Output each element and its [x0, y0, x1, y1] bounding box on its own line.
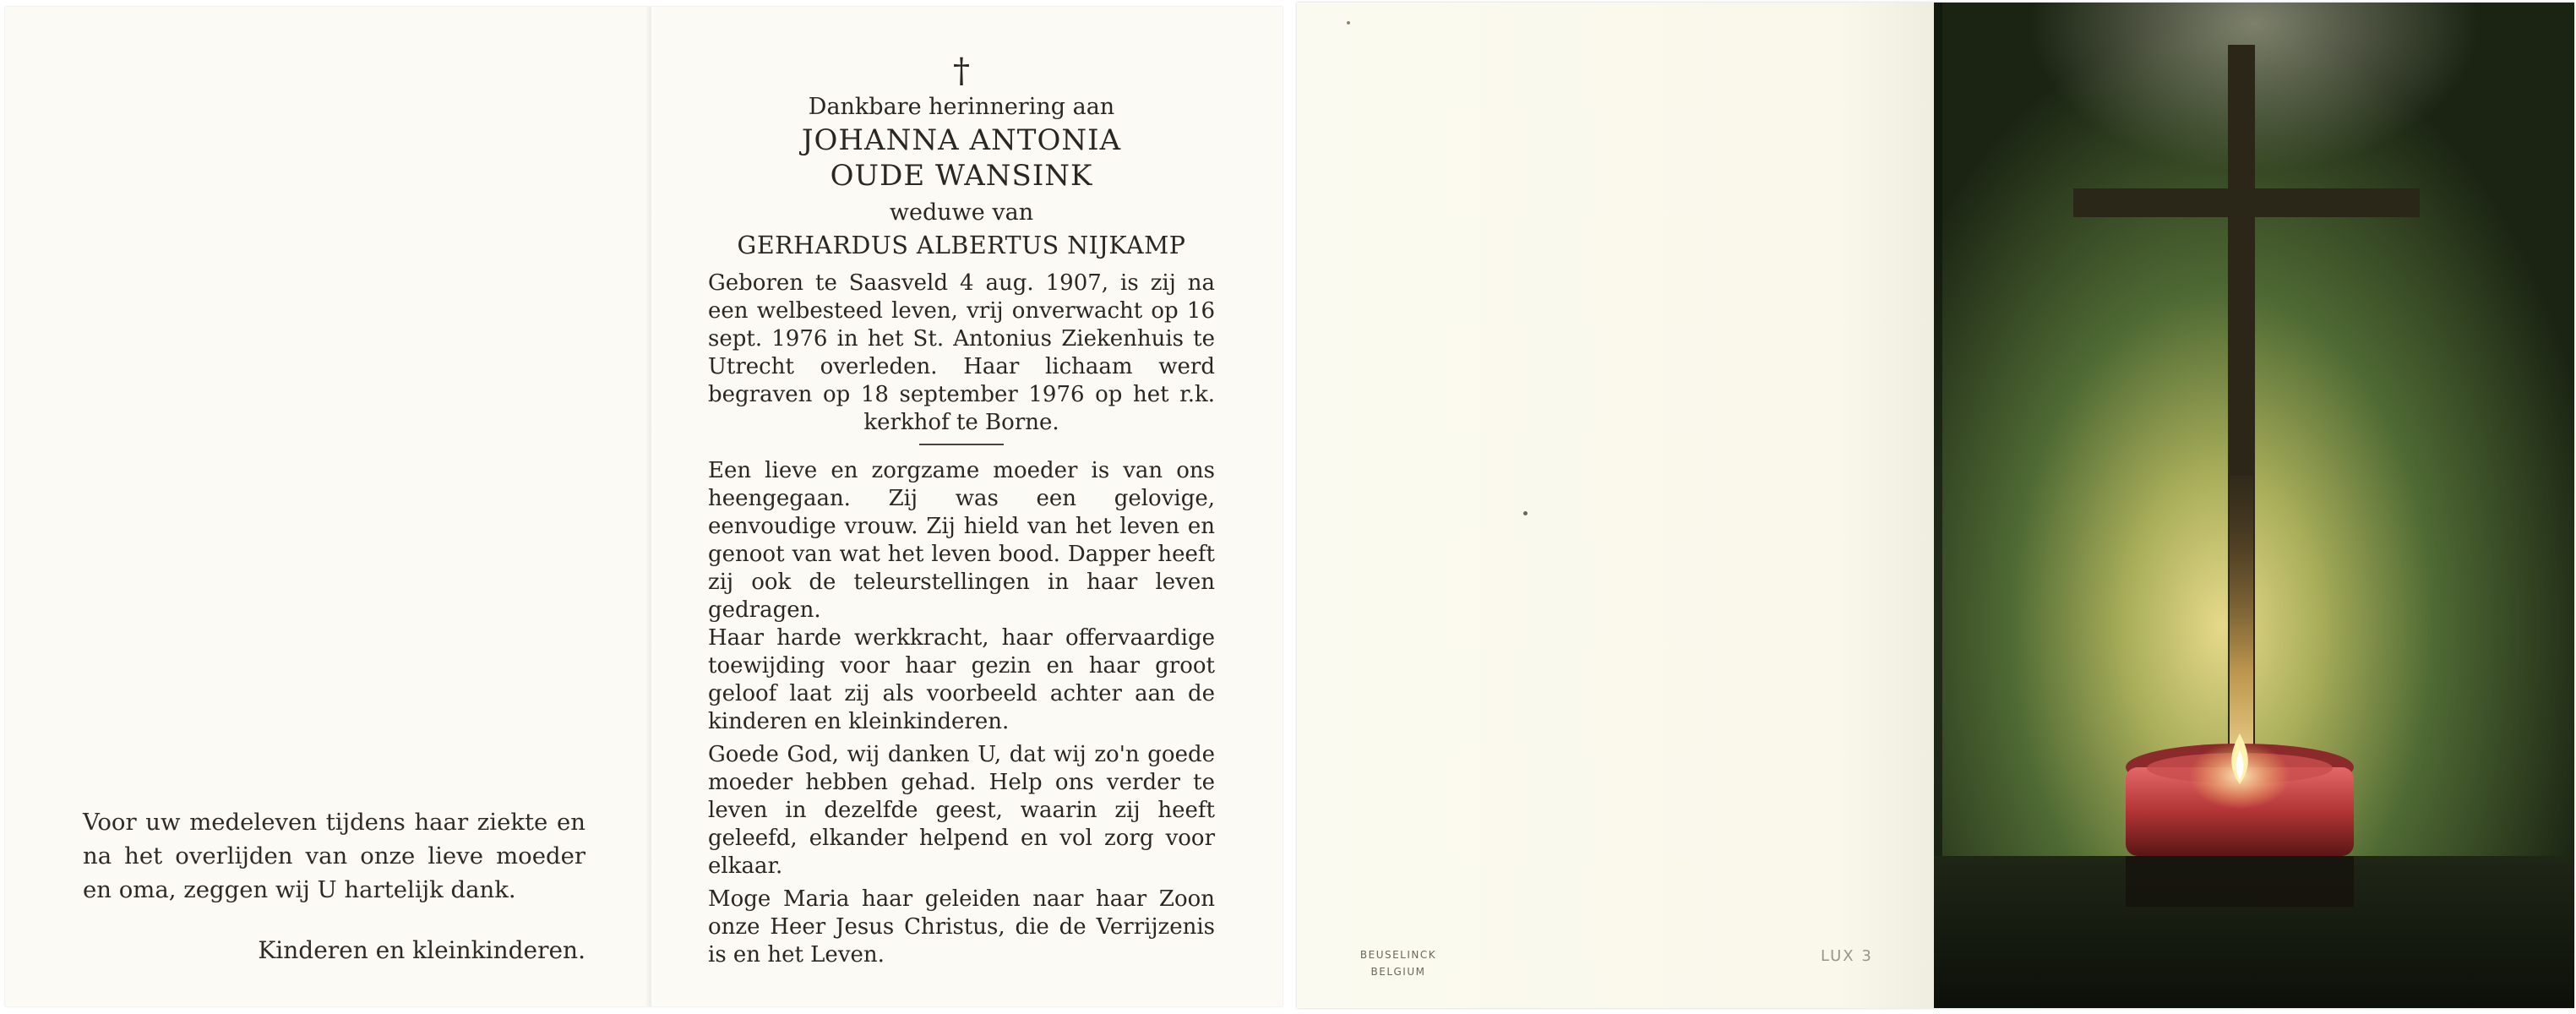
cross-beam: [2073, 188, 2420, 217]
widow-of-label: weduwe van: [889, 199, 1034, 226]
deceased-name-first: JOHANNA ANTONIA: [801, 123, 1122, 157]
thanks-signature: Kinderen en kleinkinderen.: [258, 936, 585, 964]
divider: [919, 444, 1004, 445]
paragraph: Haar harde werkkracht, haar offervaardige toewijding voor haar gezin en haar groot geloof laat zij als voorbeeld achter aan de kinderen en kleinkinderen.: [708, 625, 1215, 734]
publisher-country: BELGIUM: [1370, 966, 1426, 978]
series-code: LUX 3: [1821, 947, 1873, 965]
memorial-card-inside: [5, 7, 1283, 1006]
memorial-text: [708, 53, 1215, 969]
paragraph: Een lieve en zorgzame moeder is van ons heengegaan. Zij was een gelovige, eenvoudige vrouw. Zij hield van het leven en genoot van wat het leven bood. Dapper heeft zij ook de teleurstellingen in haar leven gedragen.: [708, 458, 1215, 623]
thanks-message: [83, 805, 585, 907]
memorial-card-outside: [1297, 3, 2574, 1008]
remembrance-heading: Dankbare herinnering aan: [808, 94, 1115, 120]
cross-light-beam: [2230, 476, 2253, 780]
publisher-imprint: [1348, 946, 1449, 980]
back-panel: [1297, 3, 1934, 1008]
paper-speck: [1523, 511, 1528, 515]
paragraph: Moge Maria haar geleiden naar haar Zoon onze Heer Jesus Christus, die de Verrijzenis is en het Leven.: [708, 886, 1215, 968]
thanks-line: Voor uw medeleven tijdens haar ziekte en: [83, 809, 585, 836]
photo-artwork: [1934, 3, 2574, 1008]
publisher-name: BEUSELINCK: [1359, 949, 1437, 961]
biography: Geboren te Saasveld 4 aug. 1907, is zij na een welbesteed leven, vrij onverwacht op 16 sept. 1976 in het St. Antonius Ziekenhuis te Utrecht overleden. Haar lichaam werd begraven op 18 september 1976 op het r.k. kerkhof te Borne.: [708, 270, 1215, 435]
thanks-line: na het overlijden van onze lieve moeder: [83, 842, 585, 870]
paper-speck: [1347, 21, 1350, 25]
cross-icon: †: [953, 52, 970, 90]
cross-with-candle-photo: [1934, 3, 2574, 1008]
card-fold: [645, 7, 657, 1006]
candle-shadow: [2126, 856, 2354, 907]
deceased-name-last: OUDE WANSINK: [830, 159, 1093, 193]
thanks-line: en oma, zeggen wij U hartelijk dank.: [83, 876, 516, 903]
paragraph: Goede God, wij danken U, dat wij zo'n goede moeder hebben gehad. Help ons verder te leven in dezelfde geest, waarin zij heeft geleefd, elkander helpend en vol zorg voor elkaar.: [708, 742, 1215, 879]
husband-name: GERHARDUS ALBERTUS NIJKAMP: [737, 232, 1186, 259]
